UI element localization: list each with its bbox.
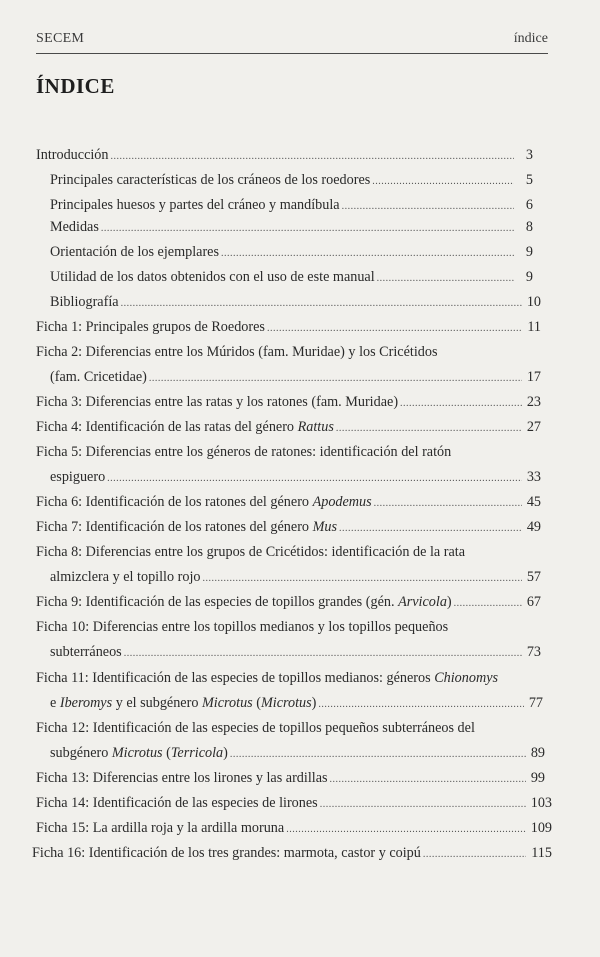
toc-entry-title — [50, 694, 316, 712]
toc-page-number: 5 — [525, 172, 533, 188]
toc-entry-title — [50, 468, 105, 486]
dot-leader — [336, 418, 522, 438]
toc-entry — [50, 468, 541, 488]
toc-entry — [50, 196, 533, 216]
toc-text-run: Arvicola — [398, 594, 447, 610]
toc-page-number: 9 — [525, 269, 533, 285]
dot-leader — [372, 171, 514, 191]
toc-page-number: 67 — [526, 594, 541, 610]
dot-leader — [330, 769, 526, 789]
toc-entry-title — [36, 146, 109, 164]
toc-entry — [50, 643, 541, 663]
toc-text-run: Iberomys — [59, 695, 113, 711]
toc-entry-title — [50, 643, 122, 661]
toc-entry — [36, 819, 552, 839]
dot-leader — [107, 468, 522, 488]
toc-entry — [50, 171, 533, 191]
toc-text-run: Ficha 9: Identificación de las especies de topillos grandes (gén. — [36, 594, 399, 610]
toc-page-number: 9 — [525, 244, 533, 260]
toc-entry-first-line — [36, 618, 448, 636]
toc-text-run: Mus — [312, 519, 337, 535]
toc-entry-title — [36, 819, 284, 837]
toc-text-run: Apodemus — [312, 494, 372, 510]
toc-page-number: 3 — [525, 147, 533, 163]
toc-text-run: Ficha 7: Identificación de los ratones del género — [36, 519, 313, 535]
toc-entry-title — [50, 744, 228, 762]
toc-text-run: ) — [446, 594, 452, 610]
toc-page-number: 17 — [526, 369, 541, 385]
toc-page-number: 10 — [526, 294, 541, 310]
dot-leader — [111, 146, 515, 166]
toc-entry-title — [50, 268, 375, 286]
toc-text-run: subterráneos — [50, 644, 122, 660]
toc-text-run: Chionomys — [434, 670, 499, 686]
toc-entry-title — [50, 293, 119, 311]
toc-entry-title — [50, 368, 147, 386]
toc-page-number: 57 — [526, 569, 541, 585]
toc-text-run: Ficha 14: Identificación de las especies de lirones — [36, 795, 318, 811]
toc-page-number: 77 — [528, 695, 543, 711]
toc-text-run: ) — [311, 695, 317, 711]
toc-text-run: Ficha 13: Diferencias entre los lirones y las ardillas — [36, 770, 328, 786]
dot-leader — [400, 393, 522, 413]
toc-text-run: Terricola — [170, 745, 224, 761]
toc-page-number: 23 — [526, 394, 541, 410]
dot-leader — [267, 318, 522, 338]
toc-entry — [36, 418, 541, 438]
toc-text-run: Ficha 1: Principales grupos de Roedores — [36, 319, 265, 335]
dot-leader — [374, 493, 522, 513]
dot-leader — [203, 568, 522, 588]
toc-entry-first-line — [36, 443, 451, 461]
toc-page-number: 115 — [531, 845, 552, 861]
toc-page-number: 73 — [526, 644, 541, 660]
toc-entry-title — [36, 418, 334, 436]
dot-leader — [318, 694, 523, 714]
dot-leader — [121, 293, 522, 313]
toc-page-number: 33 — [526, 469, 541, 485]
toc-page-number: 49 — [526, 519, 541, 535]
dot-leader — [149, 368, 522, 388]
toc-page-number: 27 — [526, 419, 541, 435]
toc-text-run: espiguero — [50, 469, 106, 485]
toc-text-run: Rattus — [297, 419, 334, 435]
toc-text-run: Microtus — [111, 745, 163, 761]
toc-page-number: 11 — [527, 319, 541, 335]
toc-text-run: Ficha 10: Diferencias entre los topillos medianos y los topillos pequeños — [36, 619, 449, 635]
running-header — [36, 29, 548, 54]
toc-entry — [36, 393, 541, 413]
toc-text-run: Ficha 8: Diferencias entre los grupos de Cricétidos: identificación de la rata — [36, 544, 466, 560]
toc-text-run: ) — [223, 745, 228, 761]
toc-text-run: subgénero — [50, 745, 112, 761]
dot-leader — [124, 643, 522, 663]
toc-entry-title — [36, 769, 328, 787]
toc-entry — [50, 694, 543, 714]
dot-leader — [377, 268, 514, 288]
toc-page-number: 109 — [530, 820, 552, 836]
toc-entry-title — [32, 844, 421, 862]
toc-entry — [50, 568, 541, 588]
toc-entry — [36, 593, 541, 613]
toc-entry — [50, 368, 541, 388]
toc-text-run: Ficha 4: Identificación de las ratas del género — [36, 419, 298, 435]
toc-text-run: Bibliografía — [50, 294, 119, 310]
toc-entry — [50, 243, 533, 263]
dot-leader — [230, 744, 526, 764]
toc-entry-title — [50, 243, 219, 261]
toc-text-run: Principales características de los cráneos de los roedores — [50, 172, 371, 188]
toc-entry — [50, 268, 533, 288]
toc-entry — [36, 794, 552, 814]
toc-page-number: 103 — [530, 795, 552, 811]
toc-text-run: Ficha 15: La ardilla roja y la ardilla moruna — [36, 820, 285, 836]
toc-text-run: Utilidad de los datos obtenidos con el uso de este manual — [50, 269, 375, 285]
toc-entry-first-line — [36, 719, 475, 737]
dot-leader — [339, 518, 522, 538]
header-left: SECEM — [36, 31, 85, 46]
toc-text-run: Ficha 11: Identificación de las especies de topillos medianos: géneros — [36, 670, 435, 686]
dot-leader — [454, 593, 522, 613]
toc-text-run: ( — [252, 695, 261, 711]
toc-text-run: Microtus — [201, 695, 253, 711]
toc-text-run: y el subgénero — [112, 695, 202, 711]
toc-text-run: Ficha 16: Identificación de los tres grandes: marmota, castor y coipú — [32, 845, 421, 861]
dot-leader — [221, 243, 514, 263]
toc-entry-title — [36, 318, 265, 336]
toc-entry — [50, 293, 541, 313]
toc-entry-title — [36, 393, 398, 411]
toc-text-run: Ficha 3: Diferencias entre las ratas y los ratones (fam. Muridae) — [36, 394, 399, 410]
toc-text-run: Medidas — [50, 219, 99, 235]
dot-leader — [423, 844, 526, 864]
toc-entry — [36, 318, 541, 338]
toc-entry — [36, 518, 541, 538]
toc-text-run: Introducción — [36, 147, 109, 163]
header-right: índice — [513, 31, 548, 46]
toc-entry-first-line — [36, 343, 437, 361]
dot-leader — [320, 794, 526, 814]
toc-page-number: 45 — [526, 494, 541, 510]
toc-entry-title — [50, 218, 99, 236]
dot-leader — [286, 819, 526, 839]
toc-text-run: Ficha 2: Diferencias entre los Múridos (fam. Muridae) y los Cricétidos — [36, 344, 438, 360]
toc-text-run: (fam. Cricetidae) — [50, 369, 147, 385]
toc-text-run: Ficha 12: Identificación de las especies de topillos pequeños subterráneos del — [36, 720, 475, 736]
dot-leader — [342, 196, 514, 216]
toc-text-run: Ficha 6: Identificación de los ratones del género — [36, 494, 313, 510]
toc-text-run: Principales huesos y partes del cráneo y mandíbula — [50, 197, 340, 213]
toc-entry — [36, 493, 541, 513]
dot-leader — [101, 218, 514, 238]
toc-text-run: e — [50, 695, 60, 711]
toc-entry-title — [36, 794, 318, 812]
toc-text-run: ( — [162, 745, 171, 761]
toc-entry — [36, 146, 533, 166]
page-title: ÍNDICE — [36, 74, 115, 98]
toc-text-run: almizclera y el topillo rojo — [50, 569, 201, 585]
toc-entry-title — [36, 493, 372, 511]
toc-page-number: 99 — [530, 770, 545, 786]
toc-text-run: Orientación de los ejemplares — [50, 244, 220, 260]
toc-text-run: Microtus — [260, 695, 312, 711]
toc-page-number: 6 — [525, 197, 533, 213]
toc-entry-first-line — [36, 669, 498, 687]
toc-page-number: 8 — [525, 219, 533, 235]
toc-entry — [36, 769, 545, 789]
toc-entry-title — [50, 171, 370, 189]
toc-entry-title — [36, 593, 452, 611]
toc-entry-first-line — [36, 543, 465, 561]
toc-entry-title — [36, 518, 337, 536]
toc-entry — [50, 218, 533, 238]
toc-entry-title — [50, 196, 340, 214]
toc-entry-title — [50, 568, 201, 586]
toc-page-number: 89 — [530, 745, 545, 761]
toc-entry — [50, 744, 545, 764]
toc-entry — [32, 844, 552, 864]
toc-text-run: Ficha 5: Diferencias entre los géneros de ratones: identificación del ratón — [36, 444, 452, 460]
